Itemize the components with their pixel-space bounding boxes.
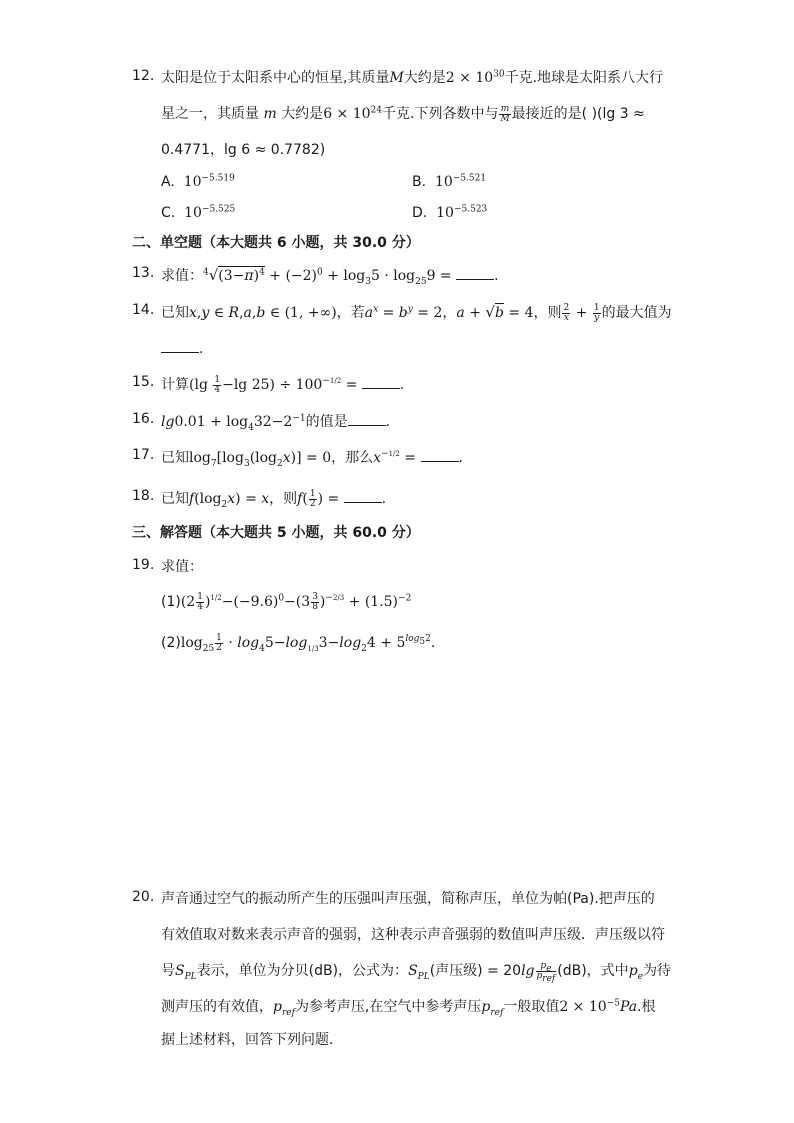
q18-answer-blank[interactable]: [344, 488, 382, 503]
q20-text: 测声压的有效值，: [161, 999, 273, 1015]
q12-option-c: [161, 203, 235, 223]
q20-text: 为待: [642, 963, 671, 979]
option-label: D.: [412, 205, 428, 221]
q14-answer-blank[interactable]: [161, 338, 199, 353]
q20-number: 20.: [132, 889, 155, 905]
q20-text: (dB)，式中: [557, 963, 629, 979]
q20-line5: 据上述材料，回答下列问题．: [161, 1032, 343, 1048]
q13-number: 13.: [132, 265, 155, 281]
q12-option-a: [161, 172, 235, 192]
q17-number: 17.: [132, 447, 155, 463]
option-label: C.: [161, 205, 176, 221]
section-2-heading: 二、单空题（本大题共 6 小题，共 30.0 分）: [132, 235, 420, 251]
q19-title: 求值：: [161, 559, 203, 575]
q20-text: 一般取值: [503, 999, 560, 1015]
q12-line1: 太阳是位于太阳系中心的恒星,其质量M大约是$2 \times 10^{30}$千克.地球是太阳系八大行: [161, 69, 664, 86]
q17-text: ，那么: [331, 450, 374, 466]
q15-text: 计算: [161, 377, 189, 393]
q12-line3: 0.4771，lg 6 ≈ 0.7782): [161, 142, 326, 158]
q14-number: 14.: [132, 302, 155, 318]
q14-text: ，: [442, 305, 457, 321]
q12-text: 千克.地球是太阳系八大行: [504, 70, 664, 86]
q16-answer-blank[interactable]: [348, 411, 386, 426]
q18-line: 已知$f(\log_2x) = x$，则f( $\frac{1}{2}$ ) = .: [161, 488, 387, 510]
option-exp: −5.521: [452, 173, 487, 184]
q18-text: ，则: [269, 491, 298, 507]
q12-line2: 星之一，其质量 m 大约是$6 \times 10^{24}$千克.下列各数中与 $\frac{m}{M}$ 最接近的是( )(lg 3 ≈: [161, 103, 645, 124]
q20-text: (声压级) = 20: [429, 963, 522, 979]
q19-part-label: (1): [161, 594, 181, 610]
q20-line2: 有效值取对数来表示声音的强弱，这种表示声音强弱的数值叫声压级．声压级以符: [161, 927, 665, 943]
q13-text: 求值：: [161, 268, 203, 284]
q12-option-d: [412, 203, 487, 223]
q16-number: 16.: [132, 411, 155, 427]
q12-text: 千克.下列各数中与: [382, 106, 499, 122]
q20-line1: 声音通过空气的振动所产生的压强叫声压强，简称声压，单位为帕(Pa).把声压的: [161, 891, 655, 907]
q14-text: ，则: [533, 305, 562, 321]
q19-part1: (1)(2 $\frac{1}{4}$ )$^{1/2}-(-9.6)^0-(3$ $\frac{3}{8}$ )$^{-2/3} + (1.5)^{-2}$: [161, 591, 412, 612]
option-base: 10: [184, 205, 202, 221]
option-base: 10: [183, 174, 202, 190]
q12-number: 12.: [132, 68, 155, 84]
q15-number: 15.: [132, 374, 155, 390]
q17-line: 已知$\log_7[\log_3(\log_2x)] = 0$，那么$x^{-1/2}$ = .: [161, 447, 463, 468]
option-label: B.: [412, 174, 427, 190]
q14-text: ，若: [336, 305, 365, 321]
option-label: A.: [161, 174, 175, 190]
q12-text: 星之一，其质量: [161, 106, 259, 122]
option-exp: −5.523: [453, 204, 488, 215]
q20-line3: 号$S_{PL}$表示，单位为分贝(dB)，公式为：$S_{PL}$(声压级) = 20lg $\frac{p_e}{p_{ref}}$ (dB)，式中$p_e$为待: [161, 960, 671, 984]
q17-answer-blank[interactable]: [421, 447, 459, 462]
q16-line: $\lg 0.01 + \log_432-2^{-1}$的值是 .: [161, 411, 390, 432]
q17-text: 已知: [161, 450, 189, 466]
section-3-heading: 三、解答题（本大题共 5 小题，共 60.0 分）: [132, 525, 420, 541]
q20-text: 号: [161, 963, 175, 979]
q18-number: 18.: [132, 488, 155, 504]
q16-text: 的值是: [305, 414, 348, 430]
fraction-m-over-M: $\frac{m}{M}$: [500, 103, 510, 124]
q20-text: 为参考声压,在空气中参考声压: [294, 999, 482, 1015]
option-base: 10: [434, 174, 453, 190]
q18-text: 已知: [161, 491, 189, 507]
q13-line: 求值：$^4√(3-\pi)^4 + (-2)^0 + \log_35 \cdot \log_{25}9$ = .: [161, 266, 499, 287]
q20-line4: 测声压的有效值，$p_{ref}$为参考声压,在空气中参考声压$p_{ref}$一般取值$2 \times 10^{-5}Pa$.根: [161, 998, 656, 1018]
option-exp: −5.519: [201, 173, 235, 184]
option-exp: −5.525: [201, 204, 236, 215]
q14-line2: .: [161, 338, 203, 359]
q19-part-label: (2): [161, 635, 181, 651]
q20-text: .根: [637, 999, 656, 1015]
q12-text: 太阳是位于太阳系中心的恒星,其质量: [161, 70, 390, 86]
q19-number: 19.: [132, 557, 155, 573]
q15-answer-blank[interactable]: [362, 374, 400, 389]
q14-text: 的最大值为: [601, 305, 672, 321]
q20-text: 表示，单位为分贝(dB)，公式为：: [196, 963, 409, 979]
q12-text: 大约是: [281, 106, 324, 122]
q14-text: 已知: [161, 305, 189, 321]
q13-answer-blank[interactable]: [456, 265, 494, 280]
q12-text: 大约是: [403, 70, 446, 86]
q19-part2: $(2)\log_{25}$ $\frac{1}{2}$ · $\log_45-\log_{1/3}3-\log_24 + 5^{log_52}$.: [161, 632, 436, 654]
option-base: 10: [436, 205, 454, 221]
q14-line1: 已知x,y ∈ R,a,b ∈ (1, +∞)，若$a^x = b^y = 2$，a + √b = 4，则 $\frac{2}{x}$ + $\frac{1}{y}$ 的最大值为: [161, 302, 672, 323]
q15-line: 计算(lg $\frac{1}{4}$ −lg $25) \div 100^{-1/2}$ = .: [161, 374, 405, 395]
q12-text: 最接近的是( )(lg 3 ≈: [511, 106, 645, 122]
q12-option-b: [412, 172, 486, 192]
